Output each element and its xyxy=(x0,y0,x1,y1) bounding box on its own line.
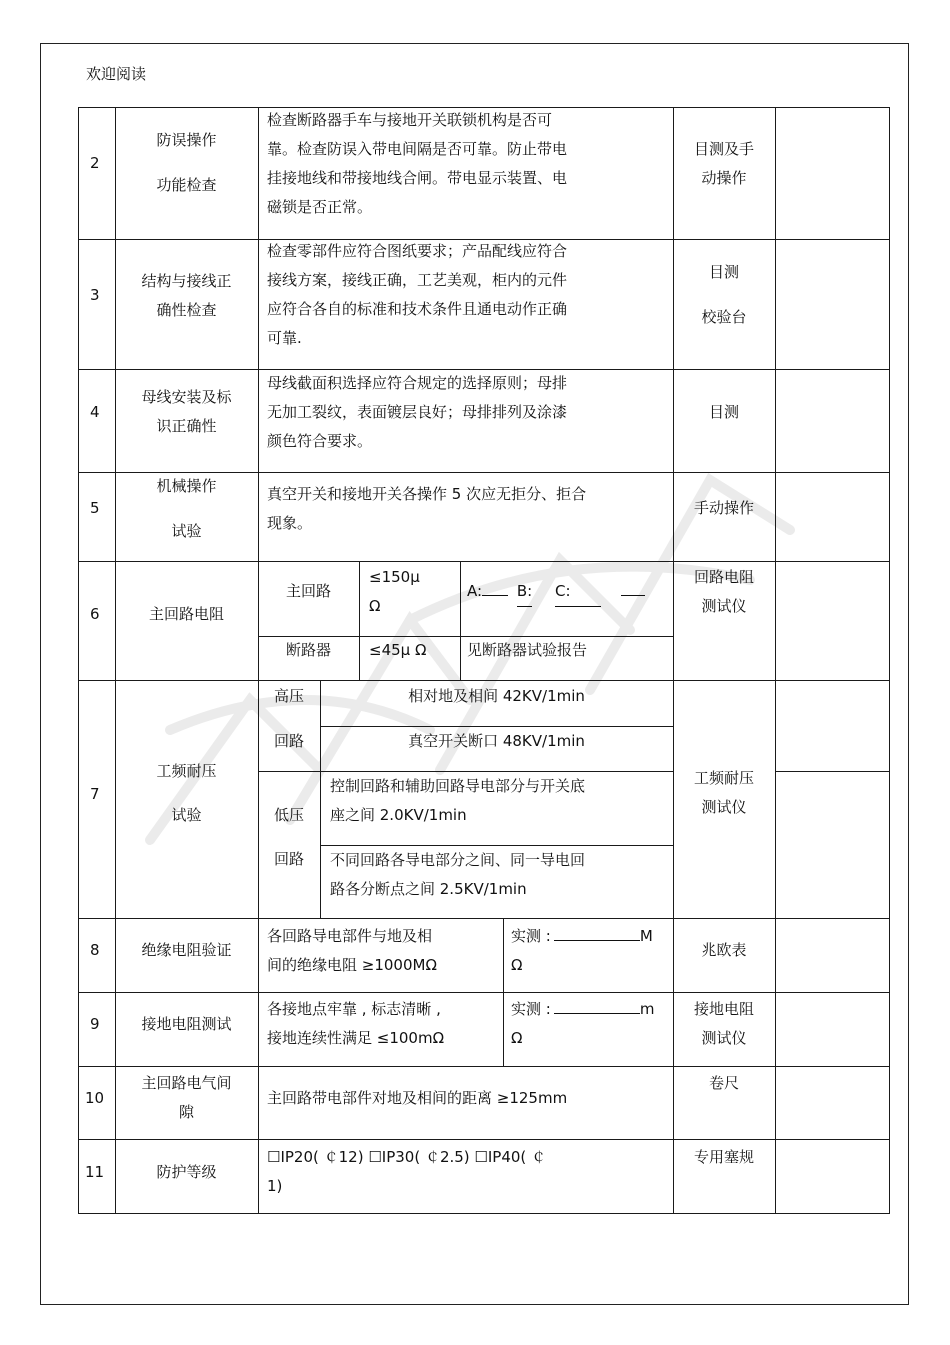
test-method: 测试仪 xyxy=(701,597,747,615)
measured-value xyxy=(511,995,654,1024)
test-method: 手动操作 xyxy=(693,499,754,517)
high-voltage-label: 回路 xyxy=(273,732,304,750)
requirement-text: 主回路带电部件对地及相间的距离 ≥125mm xyxy=(267,1089,568,1107)
low-voltage-label: 低压 xyxy=(273,806,304,824)
measured-value xyxy=(511,922,653,951)
requirement-text: 各接地点牢靠 , 标志清晰 , xyxy=(267,1000,441,1018)
phase-c-label: C: xyxy=(555,577,601,607)
row-number: 5 xyxy=(90,499,100,517)
row-number: 7 xyxy=(90,785,100,803)
high-voltage-label: 高压 xyxy=(273,687,304,705)
row-number: 9 xyxy=(90,1015,100,1033)
test-method: 工频耐压 xyxy=(693,769,754,787)
requirement-text: 挂接地线和带接地线合闸。带电显示装置、电 xyxy=(267,169,568,187)
report-note: 见断路器试验报告 xyxy=(467,641,588,659)
phase-a-label: A: xyxy=(467,582,483,600)
measured-label: 实测 : xyxy=(511,1000,551,1018)
protection-options: 1) xyxy=(267,1177,283,1195)
test-method: 回路电阻 xyxy=(693,568,754,586)
test-method: 兆欧表 xyxy=(701,941,747,959)
item-name: 隙 xyxy=(178,1103,194,1121)
test-method: 专用塞规 xyxy=(693,1148,754,1166)
test-method: 目测 xyxy=(708,263,739,281)
test-method: 目测及手 xyxy=(693,140,754,158)
test-method: 动操作 xyxy=(701,169,747,187)
requirement-text: 检查零部件应符合图纸要求；产品配线应符合 xyxy=(267,242,568,260)
item-name: 机械操作 xyxy=(156,477,217,495)
requirement-text: 无加工裂纹，表面镀层良好；母排排列及涂漆 xyxy=(267,403,568,421)
item-name: 绝缘电阻验证 xyxy=(141,941,232,959)
requirement-text: 可靠. xyxy=(267,329,302,347)
item-name: 识正确性 xyxy=(156,417,217,435)
measured-unit: m xyxy=(639,1000,655,1018)
requirement-text: 真空开关和接地开关各操作 5 次应无拒分、拒合 xyxy=(267,485,587,503)
test-voltage: 路各分断点之间 2.5KV/1min xyxy=(330,880,527,898)
requirement-text: 检查断路器手车与接地开关联锁机构是否可 xyxy=(267,111,553,129)
requirement-text: 磁锁是否正常。 xyxy=(267,198,373,216)
item-name: 母线安装及标 xyxy=(141,388,232,406)
item-name: 功能检查 xyxy=(156,176,217,194)
requirement-text: 接地连续性满足 ≤100mΩ xyxy=(267,1029,445,1047)
test-method: 测试仪 xyxy=(701,1029,747,1047)
item-name: 确性检查 xyxy=(156,301,217,319)
row-number: 6 xyxy=(90,605,100,623)
requirement-text: 应符合各自的标准和技术条件且通电动作正确 xyxy=(267,300,568,318)
item-name: 主回路电气间 xyxy=(141,1074,232,1092)
limit-value: ≤45μ Ω xyxy=(369,641,427,659)
test-method: 测试仪 xyxy=(701,798,747,816)
measured-unit: M xyxy=(639,927,653,945)
item-name: 结构与接线正 xyxy=(141,272,232,290)
limit-value: Ω xyxy=(369,597,381,615)
sub-item-name: 主回路 xyxy=(285,582,331,600)
test-voltage: 真空开关断口 48KV/1min xyxy=(408,732,585,750)
item-name: 防护等级 xyxy=(156,1163,217,1181)
row-number: 8 xyxy=(90,941,100,959)
requirement-text: 间的绝缘电阻 ≥1000MΩ xyxy=(267,956,437,974)
item-name: 主回路电阻 xyxy=(148,605,224,623)
measured-unit: Ω xyxy=(511,956,523,974)
row-number: 11 xyxy=(85,1163,105,1181)
row-number: 10 xyxy=(85,1089,105,1107)
page-header: 欢迎阅读 xyxy=(86,65,147,83)
test-method: 接地电阻 xyxy=(693,1000,754,1018)
item-name: 试验 xyxy=(171,522,202,540)
sub-item-name: 断路器 xyxy=(285,641,331,659)
requirement-text: 接线方案，接线正确，工艺美观，柜内的元件 xyxy=(267,271,568,289)
requirement-text: 颜色符合要求。 xyxy=(267,432,373,450)
test-voltage: 相对地及相间 42KV/1min xyxy=(408,687,585,705)
measure-phases xyxy=(467,577,645,607)
test-method: 目测 xyxy=(708,403,739,421)
phase-b-label: B: xyxy=(517,577,532,607)
test-voltage: 不同回路各导电部分之间、同一导电回 xyxy=(330,851,586,869)
requirement-text: 现象。 xyxy=(267,514,313,532)
row-number: 4 xyxy=(90,403,100,421)
requirement-text: 靠。检查防误入带电间隔是否可靠。防止带电 xyxy=(267,140,568,158)
item-name: 防误操作 xyxy=(156,131,217,149)
item-name: 试验 xyxy=(171,806,202,824)
row-number: 3 xyxy=(90,286,100,304)
test-voltage: 控制回路和辅助回路导电部分与开关底 xyxy=(330,777,586,795)
item-name: 接地电阻测试 xyxy=(141,1015,232,1033)
requirement-text: 母线截面积选择应符合规定的选择原则；母排 xyxy=(267,374,568,392)
measured-label: 实测 : xyxy=(511,927,551,945)
test-method: 卷尺 xyxy=(708,1074,739,1092)
test-voltage: 座之间 2.0KV/1min xyxy=(330,806,467,824)
limit-value: ≤150μ xyxy=(369,568,420,586)
protection-options: ☐IP20( ￠12) ☐IP30( ￠2.5) ☐IP40( ￠ xyxy=(267,1148,547,1166)
requirement-text: 各回路导电部件与地及相 xyxy=(267,927,433,945)
low-voltage-label: 回路 xyxy=(273,850,304,868)
test-method: 校验台 xyxy=(701,308,747,326)
item-name: 工频耐压 xyxy=(156,762,217,780)
row-number: 2 xyxy=(90,154,100,172)
measured-unit: Ω xyxy=(511,1029,523,1047)
